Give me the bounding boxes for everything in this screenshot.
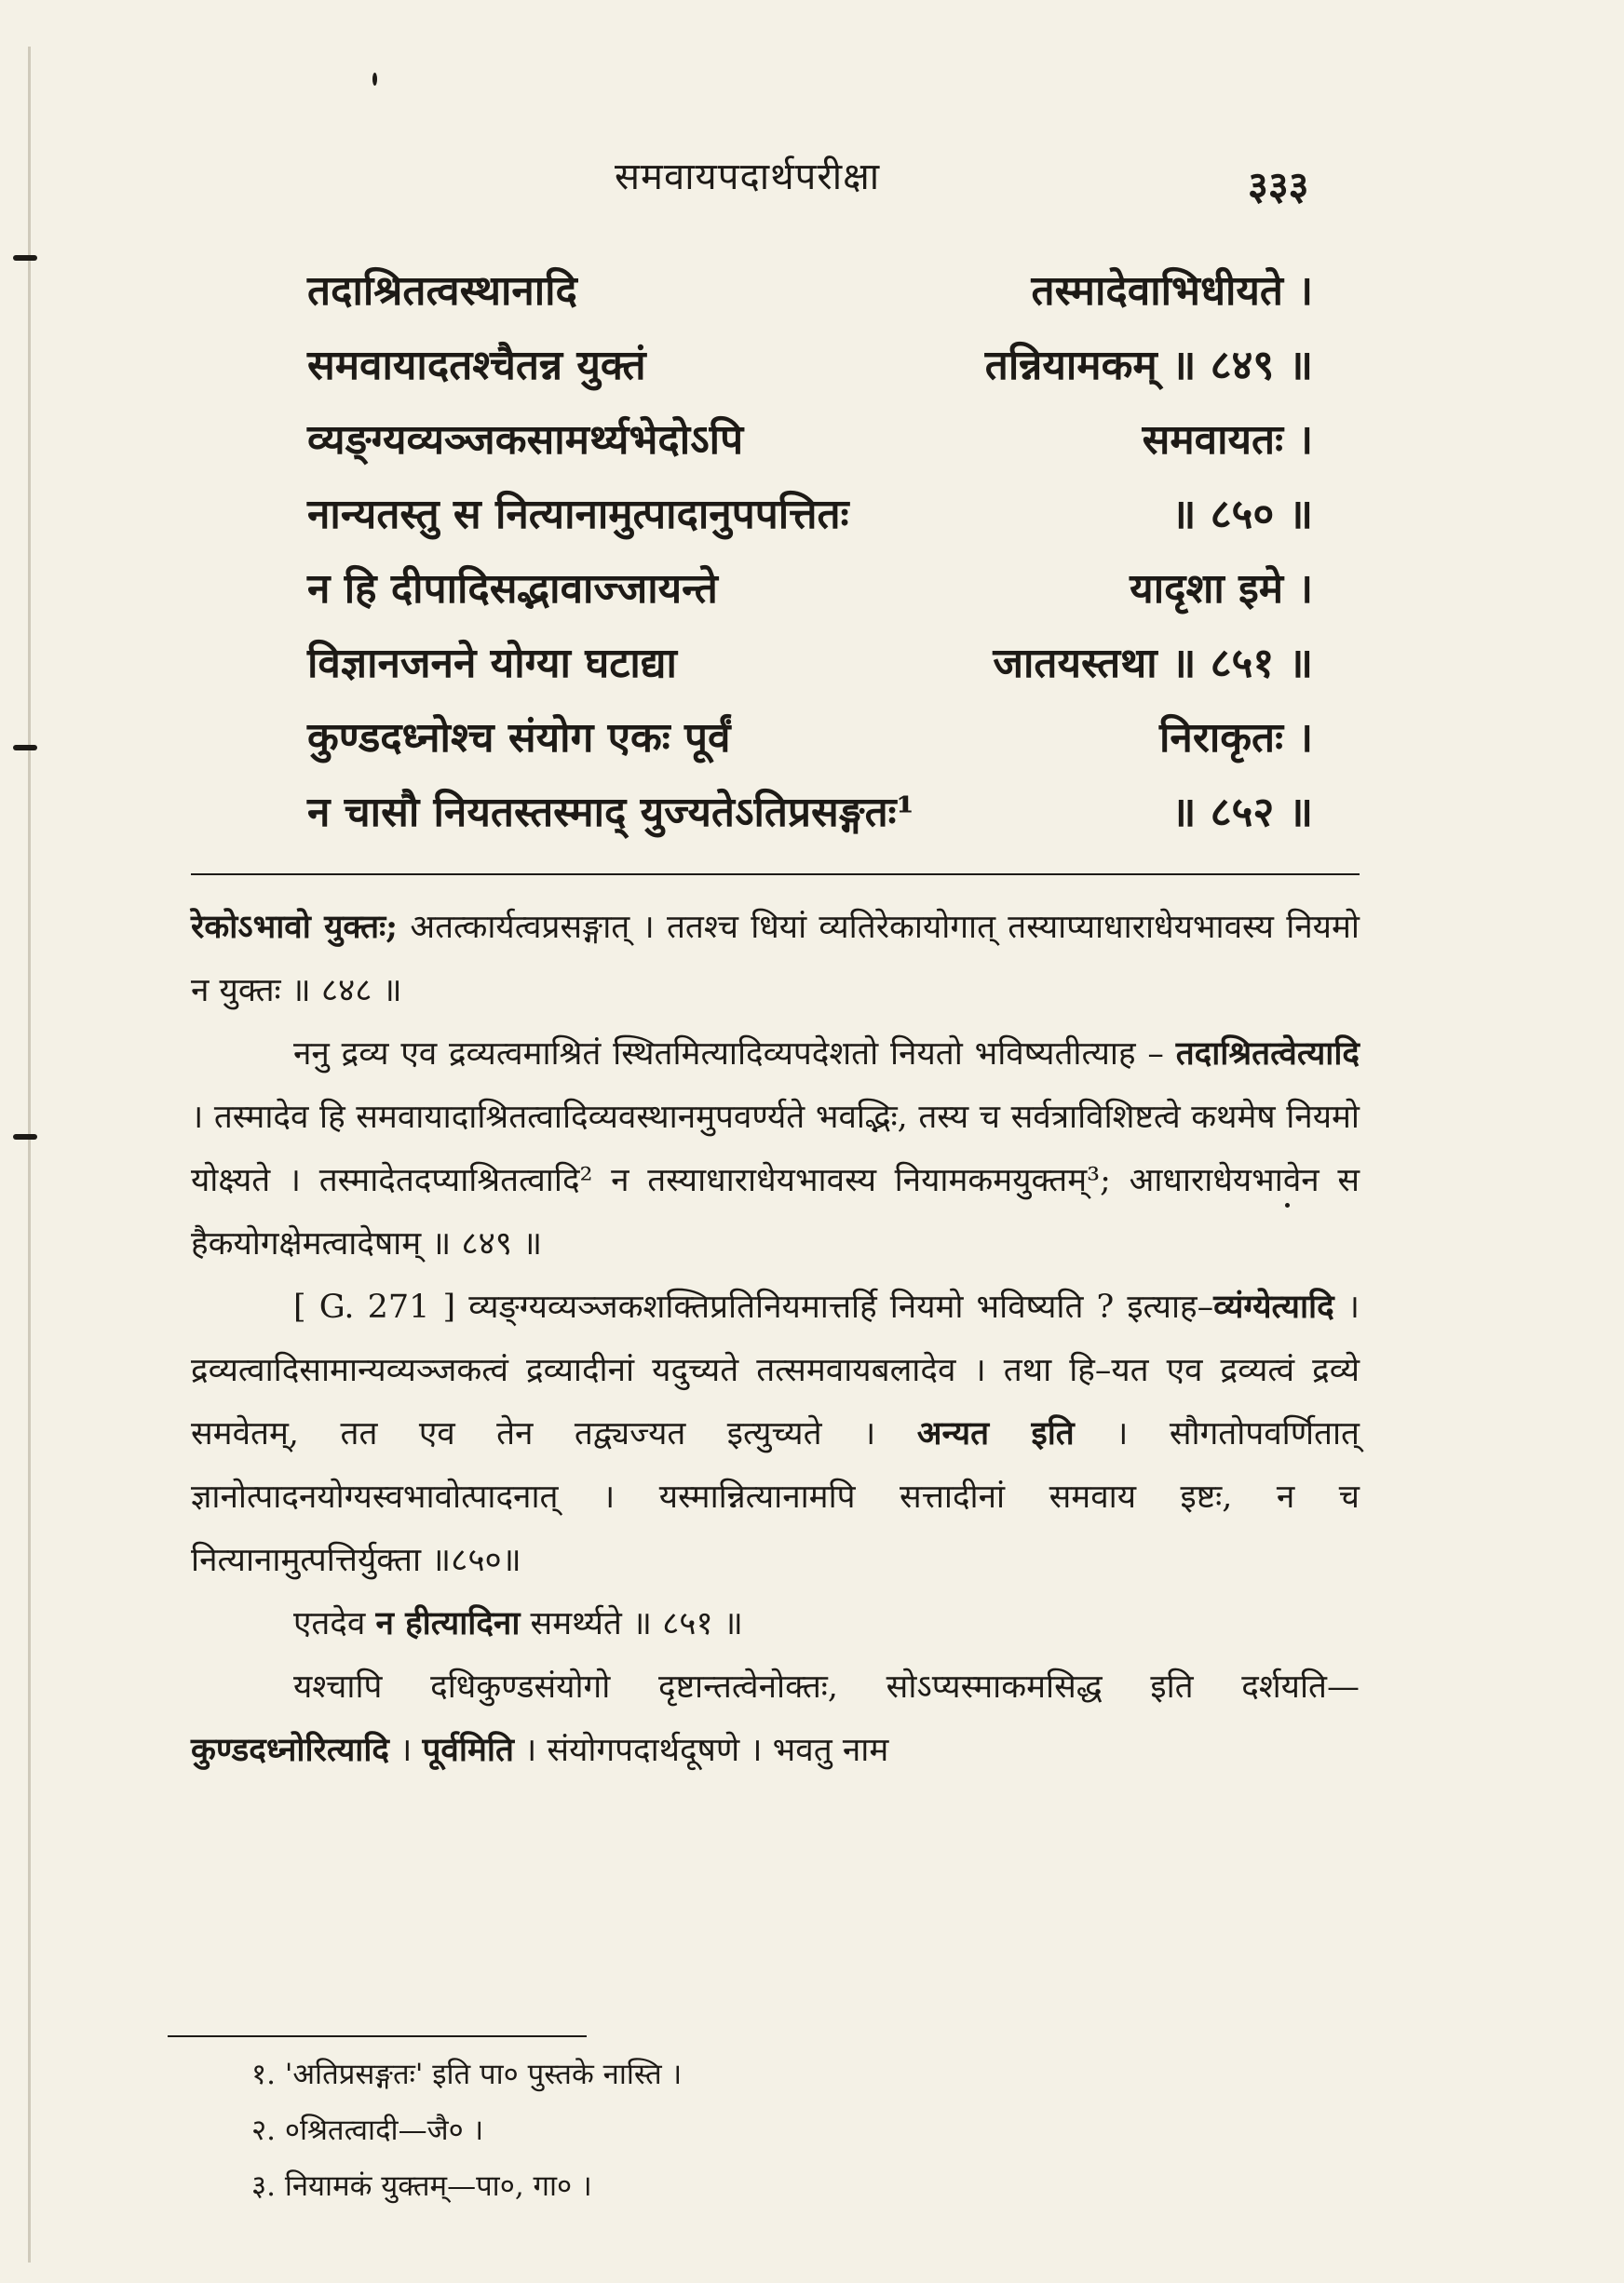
verse-second-half: ॥ ८५२ ॥: [1171, 789, 1313, 836]
commentary-text: । तस्मादेव हि समवायादाश्रितत्वादिव्यवस्थानमुपवर्ण्यते भवद्भिः, तस्य च सर्वत्राविशिष्टत्वे कथमेष नियमो योक्ष्यते । तस्मादेतदप्याश्रितत्वादि² न तस्याधाराधेयभावस्य नियामकमयुक्तम्³; आधाराधेयभावेन स हैकयोगक्षेमत्वादेषाम् ॥ ८४९ ॥: [191, 1099, 1360, 1263]
verse-line: [307, 773, 1313, 847]
commentary-paragraph: [191, 1276, 1360, 1592]
commentary-text: ननु द्रव्य एव द्रव्यत्वमाश्रितं स्थितमित्यादिव्यपदेशतो नियतो भविष्यतीत्याह –: [293, 1035, 1176, 1073]
commentary-pratika: कुण्डदध्नोरित्यादि: [191, 1731, 390, 1769]
verse-second-half: समवायतः ।: [1142, 416, 1313, 464]
footnotes: [251, 2047, 1183, 2214]
edition-page-reference: [ G. 271 ]: [293, 1289, 456, 1326]
commentary-paragraph: [191, 1022, 1360, 1276]
page-number: ३३३: [1248, 163, 1309, 209]
commentary-pratika: न हीत्यादिना: [375, 1604, 521, 1642]
commentary-text: अतत्कार्यत्वप्रसङ्गात् । ततश्च धियां व्यतिरेकायोगात् तस्याप्याधाराधेयभावस्य नियमो न युक्तः ॥ ८४८ ॥: [191, 909, 1360, 1009]
verse-line: [307, 475, 1313, 549]
page-edge-line: [28, 47, 31, 2263]
verse-second-half: तन्नियामकम् ॥ ८४९ ॥: [984, 342, 1313, 389]
commentary-paragraph: [191, 1655, 1360, 1782]
binding-mark: [13, 255, 37, 261]
ink-speck: [372, 73, 377, 86]
verse-line: [307, 326, 1313, 400]
commentary-emphasis: रेकोऽभावो युक्तः;: [191, 908, 399, 946]
verse-first-half: विज्ञानजनने योग्या घटाद्या: [307, 640, 677, 687]
binding-mark: [13, 745, 37, 750]
verse-line: [307, 698, 1313, 773]
binding-mark: [13, 1134, 37, 1140]
verse-second-half: निराकृतः ।: [1159, 714, 1313, 762]
commentary-text: यश्चापि दधिकुण्डसंयोगो दृष्टान्तत्वेनोक्तः, सोऽप्यस्माकमसिद्ध इति दर्शयति—: [293, 1668, 1360, 1706]
commentary-block: [191, 896, 1360, 1782]
commentary-text: । सौगतोपवर्णितात् ज्ञानोत्पादनयोग्यस्वभावोत्पादनात् । यस्मान्नित्यानामपि सत्तादीनां समवाय इष्टः, न च नित्यानामुत्पत्तिर्युक्ता ॥८५०॥: [191, 1415, 1360, 1579]
verse-line: [307, 251, 1313, 326]
footnote: ३. नियामकं युक्तम्—पा०, गा० ।: [251, 2169, 592, 2203]
verse-second-half: तस्मादेवाभिधीयते ।: [1031, 267, 1313, 315]
commentary-paragraph: [191, 896, 1360, 1022]
verse-first-half: कुण्डदध्नोश्च संयोग एकः पूर्वं: [307, 714, 731, 762]
footnote: २. ०श्रितत्वादी—जै० ।: [251, 2114, 484, 2147]
commentary-pratika: अन्यत इति: [916, 1414, 1075, 1452]
commentary-pratika: पूर्वमिति: [422, 1731, 514, 1769]
footnote: १. 'अतिप्रसङ्गतः' इति पा० पुस्तके नास्ति ।: [251, 2058, 683, 2091]
verse-first-half: न हि दीपादिसद्भावाज्जायन्ते: [307, 565, 718, 613]
verse-first-half: समवायादतश्चैतन्न युक्तं: [307, 342, 646, 389]
commentary-pratika: तदाश्रितत्वेत्यादि: [1175, 1034, 1360, 1073]
verse-line: [307, 549, 1313, 624]
commentary-paragraph: [191, 1592, 1360, 1655]
verse-first-half: नान्यतस्तु स नित्यानामुत्पादानुपपत्तितः: [307, 491, 849, 538]
verse-second-half: जातयस्तथा ॥ ८५१ ॥: [993, 640, 1313, 687]
footnote-divider: [168, 2035, 587, 2037]
verse-first-half: व्यङ्ग्यव्यञ्जकसामर्थ्यभेदोऽपि: [307, 416, 744, 464]
commentary-text: समर्थ्यते ॥ ८५१ ॥: [520, 1605, 743, 1642]
commentary-pratika: व्यंग्येत्यादि: [1213, 1288, 1334, 1326]
verse-block: [307, 251, 1313, 847]
verse-commentary-divider: [191, 873, 1360, 875]
commentary-text: ।: [389, 1732, 423, 1769]
verse-first-half: तदाश्रितत्वस्थानादि: [307, 267, 577, 315]
verse-second-half: ॥ ८५० ॥: [1171, 491, 1313, 538]
running-head: समवायपदार्थपरीक्षा: [615, 155, 881, 198]
verse-second-half: यादृशा इमे ।: [1130, 565, 1313, 613]
verse-line: [307, 400, 1313, 475]
verse-line: [307, 624, 1313, 698]
commentary-text: । संयोगपदार्थदूषणे । भवतु नाम: [513, 1732, 889, 1769]
commentary-text: । द्रव्यत्वादिसामान्यव्यञ्जकत्वं द्रव्यादीनां यदुच्यते तत्समवायबलादेव । तथा हि–यत एव द्रव्यत्वं द्रव्ये समवेतम्, तत एव तेन तद्व्यज्यत इत्युच्यते ।: [191, 1289, 1360, 1452]
commentary-text: व्यङ्ग्यव्यञ्जकशक्तिप्रतिनियमात्तर्हि नियमो भविष्यति ? इत्याह–: [455, 1289, 1214, 1326]
commentary-text: एतदेव: [293, 1605, 376, 1642]
verse-first-half: न चासौ नियतस्तस्माद् युज्यतेऽतिप्रसङ्गतः¹: [307, 789, 914, 836]
